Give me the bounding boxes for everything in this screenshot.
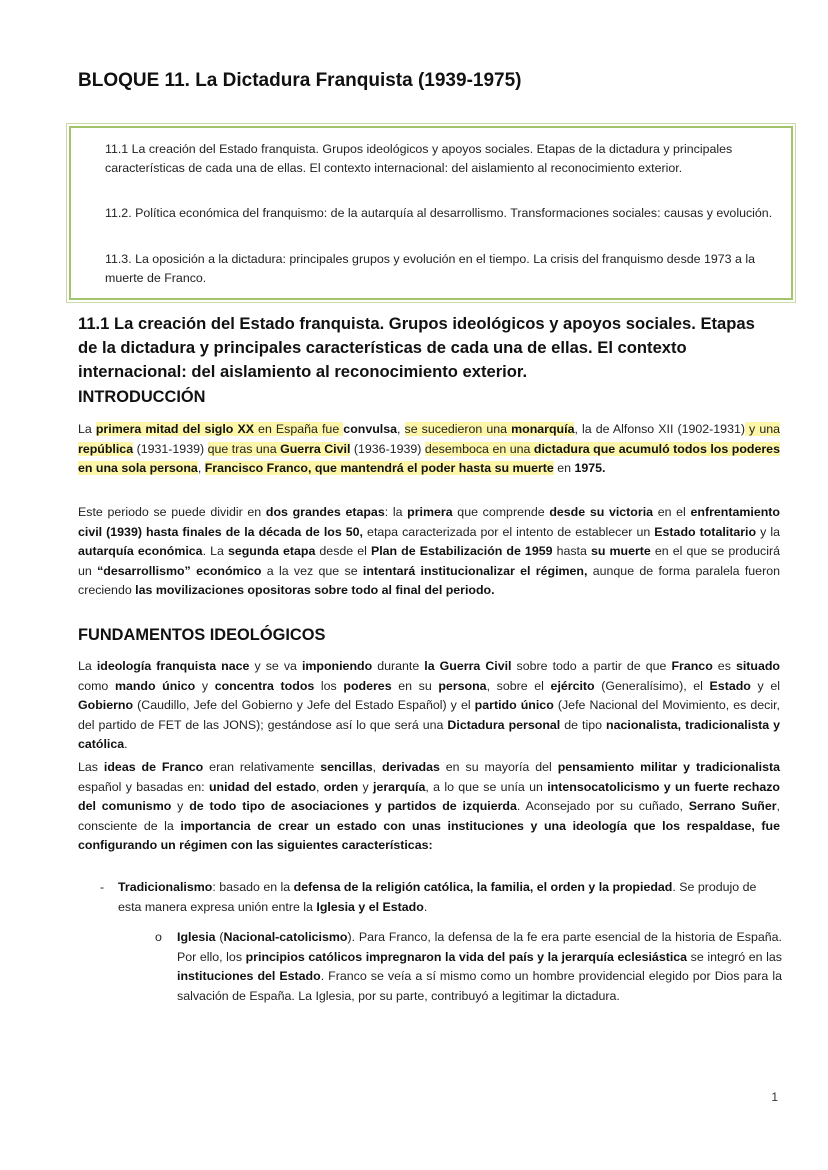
text-run: Iglesia xyxy=(177,930,216,944)
syllabus-item-1: 11.1 La creación del Estado franquista. Grupos ideológicos y apoyos sociales. Etapas de la dictadura y principales características de cada una de ellas. El contexto internacional: del aislamiento al reconocimiento exterior. xyxy=(105,142,733,175)
bullet-tradicionalismo xyxy=(100,878,782,917)
text-run: (Jefe Nacional del Movimiento, es decir, del partido de FET de las JONS); gestándose así lo que será una xyxy=(78,698,780,732)
intro-heading: INTRODUCCIÓN xyxy=(78,388,206,406)
text-run: ejército xyxy=(550,678,595,693)
text-run: Tradicionalismo xyxy=(118,880,213,894)
text-run: Serrano Suñer xyxy=(688,799,777,813)
text-run: , xyxy=(197,461,205,475)
syllabus-item-3: 11.3. La oposición a la dictadura: principales grupos y evolución en el tiempo. La crisis del franquismo desde 1973 a la muerte de Franco. xyxy=(105,252,755,285)
text-run: , xyxy=(372,760,382,774)
text-run: Nacional-catolicismo xyxy=(223,930,348,944)
text-run: (Generalísimo), el xyxy=(594,678,710,693)
text-run: y se va xyxy=(249,659,302,673)
text-run: Dictadura personal xyxy=(447,717,561,732)
text-run: las movilizaciones opositoras sobre todo al final del periodo. xyxy=(135,583,495,597)
text-run: en el xyxy=(653,505,691,519)
text-run: Franco xyxy=(671,659,713,673)
text-run: principios católicos impregnaron la vida del país y la jerarquía eclesiástica xyxy=(245,949,688,964)
text-run: los xyxy=(314,678,344,693)
text-run: . Aconsejado por su cuñado, xyxy=(516,799,689,813)
text-run: monarquía xyxy=(511,422,575,436)
text-run: desemboca en una xyxy=(424,441,534,456)
text-run: imponiendo xyxy=(301,659,373,673)
text-run: durante xyxy=(372,659,425,673)
text-run: que comprende xyxy=(452,505,550,519)
text-run: como xyxy=(78,678,115,693)
text-run: en su mayoría del xyxy=(439,760,558,774)
text-run: La xyxy=(78,422,96,436)
text-run: , xyxy=(397,422,405,436)
text-run: convulsa xyxy=(343,422,398,436)
text-run: intensocatolicismo y un fuerte rechazo del comunismo xyxy=(78,779,780,813)
text-run: . Se produjo de esta manera expresa unión entre la xyxy=(118,880,757,914)
text-run: que tras una xyxy=(207,441,281,456)
text-run: Las xyxy=(78,760,104,774)
text-run: dictadura que acumuló todos los poderes en una sola persona xyxy=(78,441,780,475)
syllabus-item-2: 11.2. Política económica del franquismo: de la autarquía al desarrollismo. Transformaciones sociales: causas y evolución. xyxy=(105,206,773,220)
text-run: , sobre el xyxy=(486,678,551,693)
syllabus-box xyxy=(69,126,793,300)
text-run: español y basadas en: xyxy=(78,779,209,794)
text-run: aunque de forma paralela fueron creciendo xyxy=(78,563,780,597)
text-run: y xyxy=(195,678,215,693)
text-run: segunda etapa xyxy=(227,544,316,558)
text-run: enfrentamiento civil (1939) hasta finales de la década de los 50, xyxy=(78,505,780,539)
text-run: autarquía económica xyxy=(78,544,203,558)
text-run: Estado totalitario xyxy=(654,524,757,539)
subbullet-text xyxy=(155,928,782,1006)
text-run: ideología franquista nace xyxy=(96,659,250,673)
text-run: desde el xyxy=(315,544,371,558)
text-run: es xyxy=(712,659,736,673)
text-run: instituciones del Estado xyxy=(177,969,321,983)
text-run: ( xyxy=(215,930,224,944)
text-run: ideas de Franco xyxy=(103,760,204,774)
text-run: Este periodo se puede dividir en xyxy=(78,505,266,519)
text-run: la Guerra Civil xyxy=(424,659,512,673)
text-run: “desarrollismo” xyxy=(97,563,191,578)
text-run: intentará institucionalizar el régimen, xyxy=(362,563,588,578)
text-run: primera xyxy=(407,505,453,519)
text-run: económico xyxy=(196,563,262,578)
text-run: en xyxy=(553,461,575,475)
text-run: y una xyxy=(744,422,780,436)
text-run: (1936-1939) xyxy=(350,441,425,456)
text-run: se sucedieron una xyxy=(404,422,512,436)
text-run: partido único xyxy=(474,698,554,712)
circle-bullet: o xyxy=(155,930,162,944)
text-run: y el xyxy=(750,678,780,693)
text-run: Estado xyxy=(709,678,751,693)
text-run: sobre todo a partir de que xyxy=(511,659,672,673)
text-run: de todo tipo de asociaciones y partidos de izquierda xyxy=(189,799,517,813)
text-run: Gobierno xyxy=(78,698,134,712)
intro-paragraph-2 xyxy=(78,503,780,601)
text-run: . xyxy=(124,737,128,751)
text-run: mando único xyxy=(114,678,196,693)
text-run: , a lo que se unía un xyxy=(425,779,548,794)
text-run: y xyxy=(171,799,190,813)
text-run: se integró en las xyxy=(687,949,782,964)
text-run: , consciente de la xyxy=(78,799,780,833)
text-run: defensa de la religión católica, la familia, el orden y la propiedad xyxy=(293,880,673,894)
text-run: Guerra Civil xyxy=(280,441,351,456)
text-run: importancia de crear un estado con unas instituciones y una ideología que los respaldase, fue configurando un régimen con las siguientes características: xyxy=(78,818,780,852)
fundamentos-paragraph-1 xyxy=(78,657,780,755)
text-run: : basado en la xyxy=(212,880,294,894)
text-run: , xyxy=(316,779,324,794)
text-run: en España fue xyxy=(253,422,344,436)
text-run: Iglesia y el Estado xyxy=(316,899,424,914)
page-number: 1 xyxy=(771,1090,778,1104)
fundamentos-paragraph-2 xyxy=(78,758,780,856)
text-run: orden xyxy=(323,779,359,794)
text-run: concentra todos xyxy=(214,678,315,693)
text-run: etapa caracterizada por el intento de establecer un xyxy=(363,524,655,539)
text-run: Francisco Franco, que mantendrá el poder hasta su muerte xyxy=(204,461,554,475)
text-run: . Franco se veía a sí mismo como un hombre providencial elegido por Dios para la salvación de España. La Iglesia, por su parte, contribuyó a legitimar la dictadura. xyxy=(177,969,782,1003)
text-run: eran relativamente xyxy=(203,760,321,774)
text-run: : la xyxy=(384,505,408,519)
text-run: y xyxy=(358,779,374,794)
section-title: 11.1 La creación del Estado franquista. Grupos ideológicos y apoyos sociales. Etapas de la dictadura y principales características de cada una de ellas. El contexto internacional: del aislamiento al reconocimiento exterior. xyxy=(78,314,755,381)
intro-paragraph-1 xyxy=(78,420,780,479)
text-run: dos grandes etapas xyxy=(265,505,385,519)
text-run: jerarquía xyxy=(373,779,426,794)
text-run: su muerte xyxy=(590,544,651,558)
text-run: y la xyxy=(756,524,781,539)
text-run: a la vez que se xyxy=(261,563,363,578)
bullet-text xyxy=(100,878,782,917)
dash-bullet: - xyxy=(100,880,105,894)
text-run: (Caudillo, Jefe del Gobierno y Jefe del Estado Español) y el xyxy=(133,698,475,712)
text-run: sencillas xyxy=(320,760,373,774)
text-run: La xyxy=(78,659,97,673)
text-run: persona xyxy=(438,678,487,693)
text-run: desde su victoria xyxy=(549,505,654,519)
text-run: . xyxy=(423,899,428,914)
text-run: hasta xyxy=(552,544,591,558)
text-run: Plan de Estabilización de 1959 xyxy=(370,544,553,558)
text-run: , la de Alfonso XII (1902-1931) xyxy=(574,422,745,436)
text-run: derivadas xyxy=(382,760,440,774)
text-run: unidad del estado xyxy=(208,779,317,794)
text-run: en su xyxy=(391,678,439,693)
document-title: BLOQUE 11. La Dictadura Franquista (1939-1975) xyxy=(78,70,522,91)
text-run: primera mitad del siglo XX xyxy=(95,422,254,436)
fundamentos-heading: FUNDAMENTOS IDEOLÓGICOS xyxy=(78,626,326,644)
text-run: ). Para Franco, la defensa de la fe era parte esencial de la historia de España. Por ello, los xyxy=(177,930,782,964)
text-run: poderes xyxy=(343,678,392,693)
text-run: (1931-1939) xyxy=(133,441,208,456)
text-run: situado xyxy=(735,659,780,673)
text-run: 1975. xyxy=(574,461,606,475)
text-run: en el que se producirá un xyxy=(78,544,780,578)
text-run: nacionalista, tradicionalista y católica xyxy=(78,717,781,751)
text-run: república xyxy=(78,441,134,456)
text-run: pensamiento militar y tradicionalista xyxy=(557,760,781,774)
subbullet-iglesia xyxy=(155,928,782,1006)
text-run: de tipo xyxy=(560,717,607,732)
text-run: . La xyxy=(202,544,228,558)
